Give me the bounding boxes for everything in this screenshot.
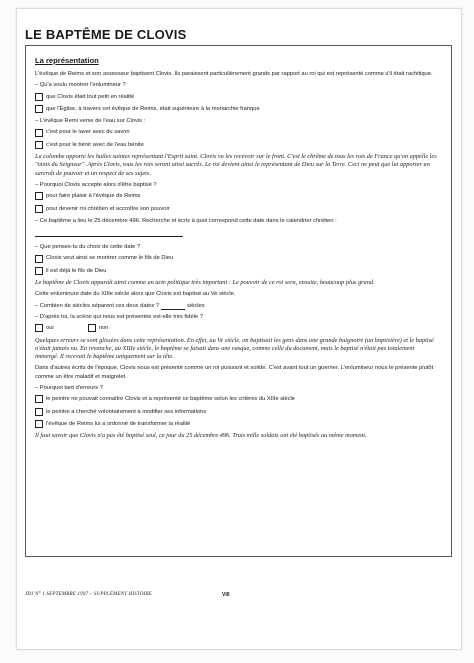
checkbox[interactable] bbox=[35, 141, 43, 149]
question-6 bbox=[35, 302, 437, 310]
footer-credit: JDJ N° 1 SEPTEMBRE 1997 – SUPPLÉMENT HISTOIRE bbox=[25, 592, 153, 597]
option-label: l'évêque de Reims lui a ordonné de transformer la réalité bbox=[46, 420, 191, 427]
question-5: – Que penses-tu du choix de cette date ? bbox=[35, 244, 141, 251]
conclusion-paragraph: Il faut savoir que Clovis n'a pas été baptisé seul, ce jour du 25 décembre 496. Trois mille soldats ont été baptisés au même moment. bbox=[35, 432, 367, 440]
q5-option-1[interactable] bbox=[35, 254, 437, 262]
colombe-paragraph: La colombe apporte les huiles saintes représentant l'Esprit saint. Clovis va les recevoir sur le front. C'est le chrême de tous les rois de France qu'on appelle les "oints du Seigneur". Après Clovis, tous les rois seront ainsi sacrés. Le roi devient ainsi le représentant de Dieu sur la Terre. Ceci ne peut que lui apporter un surcroît de pouvoir et un respect de ses sujets. bbox=[35, 153, 437, 177]
answer-line[interactable] bbox=[35, 228, 183, 237]
q1-option-2[interactable] bbox=[35, 105, 437, 113]
politique-paragraph: Le baptême de Clovis apparaît ainsi comme un acte politique très important : Le pouvoir de ce roi sera, ensuite, beaucoup plus grand. bbox=[35, 279, 375, 287]
option-label: il est déjà le fils de Dieu bbox=[46, 267, 107, 274]
option-label: c'est pour le bénir avec de l'eau bénite bbox=[46, 141, 144, 148]
option-label: c'est pour le laver avec du savon bbox=[46, 129, 130, 136]
option-label: le peintre ne pouvait connaître Clovis et a représenté ce baptême selon les critères du XIIIe siècle bbox=[46, 396, 295, 403]
q7-options bbox=[35, 324, 437, 332]
exercise-content bbox=[35, 70, 437, 444]
checkbox[interactable] bbox=[35, 255, 43, 263]
question-2: – L'évêque Remi verse de l'eau sur Clovis : bbox=[35, 118, 146, 125]
checkbox[interactable] bbox=[35, 93, 43, 101]
checkbox[interactable] bbox=[88, 324, 96, 332]
question-8: – Pourquoi tant d'erreurs ? bbox=[35, 385, 103, 392]
option-label: oui bbox=[46, 325, 54, 332]
checkbox[interactable] bbox=[35, 324, 43, 332]
checkbox[interactable] bbox=[35, 420, 43, 428]
option-label: pour faire plaisir à l'évêque de Reims bbox=[46, 193, 141, 200]
option-label: non bbox=[98, 325, 109, 332]
answer-line[interactable] bbox=[161, 303, 185, 310]
ecrits-paragraph: Dans d'autres écrits de l'époque, Clovis nous est présenté comme un roi puissant et solide. C'est avant tout un guerrier. L'enlumineur nous le présente plutôt comme un être maladif et maigrelet. bbox=[35, 365, 434, 380]
page-number: VIII bbox=[222, 592, 230, 598]
page-title: LE BAPTÊME DE CLOVIS bbox=[25, 27, 187, 42]
q2-option-2[interactable] bbox=[35, 141, 437, 149]
checkbox[interactable] bbox=[35, 205, 43, 213]
option-label: que l'Église, à travers cet évêque de Reims, était supérieure à la monarchie franque bbox=[46, 105, 260, 112]
q8-option-3[interactable] bbox=[35, 420, 437, 428]
option-label: que Clovis était tout petit en réalité bbox=[46, 93, 135, 100]
option-label: le peintre a cherché volontairement à modifier ses informations bbox=[46, 408, 207, 415]
checkbox[interactable] bbox=[35, 395, 43, 403]
checkbox[interactable] bbox=[35, 408, 43, 416]
question-3: – Pourquoi Clovis accepte alors d'être baptisé ? bbox=[35, 181, 157, 188]
q5-option-2[interactable] bbox=[35, 267, 437, 275]
checkbox[interactable] bbox=[35, 105, 43, 113]
option-label: pour devenir roi chrétien et accroître son pouvoir bbox=[46, 205, 170, 212]
exercise-frame bbox=[25, 45, 452, 557]
checkbox[interactable] bbox=[35, 267, 43, 275]
question-7: – D'après toi, la scène qui nous est présentée est-elle très fidèle ? bbox=[35, 313, 203, 320]
question-6-unit: siècles bbox=[187, 302, 205, 309]
q7-option-no[interactable] bbox=[88, 324, 109, 332]
q8-option-1[interactable] bbox=[35, 395, 437, 403]
intro-paragraph: L'évêque de Reims et son assesseur baptisent Clovis. Ils paraissent particulièrement grands par rapport au roi qui est représenté comme s'il était rachitique. bbox=[35, 71, 433, 77]
q7-option-yes[interactable] bbox=[35, 324, 54, 332]
checkbox[interactable] bbox=[35, 129, 43, 137]
q3-option-2[interactable] bbox=[35, 205, 437, 213]
question-6-text: – Combien de siècles séparent ces deux dates ? bbox=[35, 302, 160, 309]
q8-option-2[interactable] bbox=[35, 408, 437, 416]
q2-option-1[interactable] bbox=[35, 128, 437, 136]
worksheet-page bbox=[16, 8, 462, 650]
checkbox[interactable] bbox=[35, 192, 43, 200]
question-4: – Ce baptême a lieu le 25 décembre 496. Recherche et écris à quoi correspond cette date dans le calendrier chrétien : bbox=[35, 217, 337, 224]
erreurs-paragraph: Quelques erreurs se sont glissées dans cette représentation. En effet, au Ve siècle, on baptisait les gens dans une grande baignoire (un baptistère) et le baptisé n'était jamais nu. En revanche, au XIIIe siècle, le baptême se faisait dans une vasque, comme celle du document, mais le baptisé n'était pas totalement immergé. Il recevait le baptême uniquement sur la tête. bbox=[35, 336, 434, 361]
section-heading: La représentation bbox=[35, 56, 99, 65]
enluminure-paragraph: Cette enluminure date du XIIIe siècle alors que Clovis est baptisé au Ve siècle. bbox=[35, 291, 236, 298]
option-label: Clovis veut ainsi se montrer comme le fils de Dieu bbox=[46, 255, 174, 262]
q1-option-1[interactable] bbox=[35, 93, 437, 101]
q3-option-1[interactable] bbox=[35, 192, 437, 200]
question-1: – Qu'a voulu montrer l'enlumineur ? bbox=[35, 82, 126, 89]
